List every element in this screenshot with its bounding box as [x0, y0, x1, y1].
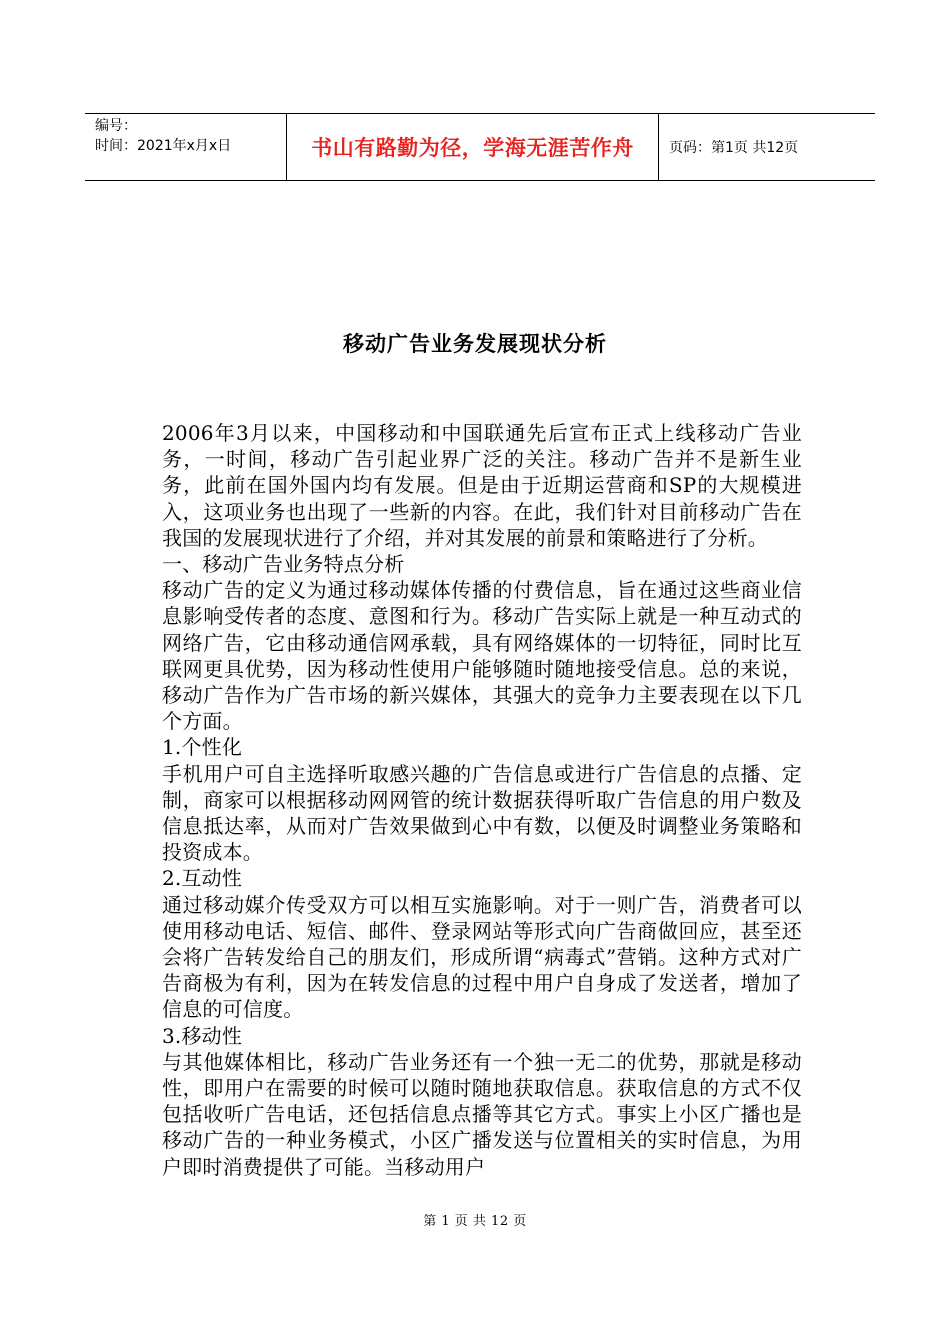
- body-paragraph: 与其他媒体相比，移动广告业务还有一个独一无二的优势，那就是移动性，即用户在需要的时候可以随时随地获取信息。获取信息的方式不仅包括收听广告电话，还包括信息点播等其它方式。事实上小区广播也是移动广告的一种业务模式，小区广播发送与位置相关的实时信息，为用户即时消费提供了可能。当移动用户: [162, 1049, 802, 1179]
- section-heading: 一、移动广告业务特点分析: [162, 552, 405, 577]
- subsection-heading: 3.移动性: [162, 1023, 243, 1048]
- header-page-label: 页码：第1页 共12页: [669, 140, 799, 156]
- document-time-label: 时间：2021年x月x日: [95, 138, 232, 154]
- intro-paragraph: 2006年3月以来，中国移动和中国联通先后宣布正式上线移动广告业务，一时间，移动广告引起业界广泛的关注。移动广告并不是新生业务，此前在国外国内均有发展。但是由于近期运营商和SP的大规模进入，这项业务也出现了一些新的内容。在此，我们针对目前移动广告在我国的发展现状进行了介绍，并对其发展的前景和策略进行了分析。: [162, 421, 802, 550]
- header-motto: 书山有路勤为径，学海无涯苦作舟: [311, 136, 634, 160]
- subsection-heading: 2.互动性: [162, 866, 243, 891]
- document-number-label: 编号：: [95, 118, 137, 134]
- header-table: [85, 113, 875, 181]
- header-page-cell: [659, 114, 875, 180]
- header-meta-cell: [85, 114, 286, 180]
- document-title: 移动广告业务发展现状分析: [343, 332, 607, 356]
- document-body: [162, 420, 802, 1180]
- subsection-heading: 1.个性化: [162, 735, 243, 760]
- header-motto-cell: [286, 114, 659, 180]
- body-paragraph: 手机用户可自主选择听取感兴趣的广告信息或进行广告信息的点播、定制，商家可以根据移动网网管的统计数据获得听取广告信息的用户数及信息抵达率，从而对广告效果做到心中有数，以便及时调整业务策略和投资成本。: [162, 761, 802, 865]
- page-footer: 第 1 页 共 12 页: [423, 1214, 527, 1229]
- body-paragraph: 通过移动媒介传受双方可以相互实施影响。对于一则广告，消费者可以使用移动电话、短信、邮件、登录网站等形式向广告商做回应，甚至还会将广告转发给自己的朋友们，形成所谓“病毒式”营销。这种方式对广告商极为有利，因为在转发信息的过程中用户自身成了发送者，增加了信息的可信度。: [162, 892, 802, 1022]
- body-paragraph: 移动广告的定义为通过移动媒体传播的付费信息，旨在通过这些商业信息影响受传者的态度、意图和行为。移动广告实际上就是一种互动式的网络广告，它由移动通信网承载，具有网络媒体的一切特征，同时比互联网更具优势，因为移动性使用户能够随时随地接受信息。总的来说，移动广告作为广告市场的新兴媒体，其强大的竞争力主要表现在以下几个方面。: [162, 578, 802, 734]
